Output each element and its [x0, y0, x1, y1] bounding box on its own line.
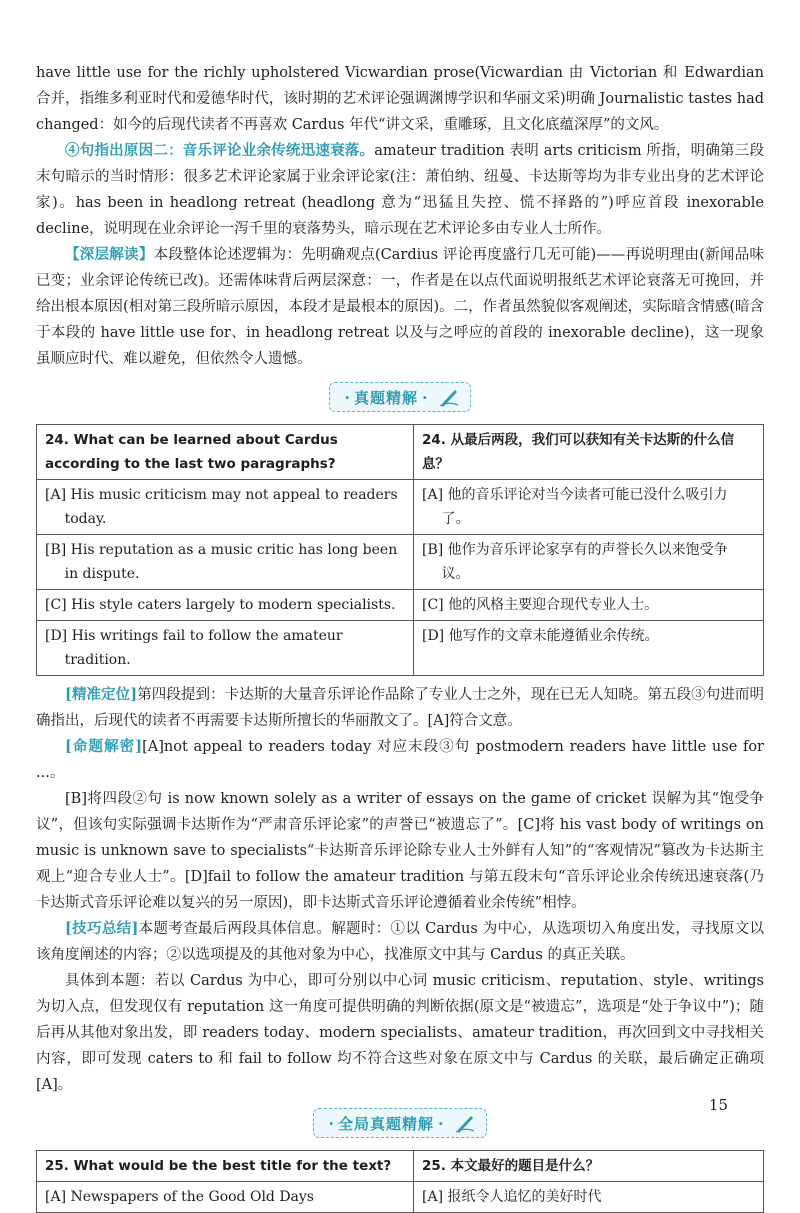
- table-row: [37, 425, 764, 480]
- question-24-cn: 24. 从最后两段，我们可以获知有关卡达斯的什么信息？: [414, 425, 764, 480]
- page-content: [36, 60, 764, 1213]
- analysis-5: 具体到本题：若以 Cardus 为中心，即可分别以中心词 music criticism、reputation、style、writings 为切入点，但发现仅有 reputation 这一角度可提供明确的判断依据(原文是“被遗忘”，选项是“处于争议中”)；随后再从其他对象出发，即 readers today、modern specialists、amateur tradition，再次回到文中寻找相关内容，即可发现 caters to 和 fail to follow 均不符合这些对象在原文中与 Cardus 的关联，最后确定正确项[A]。: [36, 973, 764, 1093]
- pen-icon: [438, 386, 460, 408]
- paragraph-1: have little use for the richly upholstered Vicwardian prose(Vicwardian 由 Victorian 和 Edwardian 合并，指维多利亚时代和爱德华时代，该时期的艺术评论强调渊博学识和华丽文采)明确 Journalistic tastes had changed：如今的后现代读者不再喜欢 Cardus 年代“讲文采，重雕琢，且文化底蕴深厚”的文风。: [36, 65, 764, 133]
- analysis-2: [36, 734, 764, 786]
- option-d-en: [D] His writings fail to follow the amateur tradition.: [45, 628, 343, 668]
- section-banner-2: · 全局真题精解 ·: [36, 1108, 764, 1138]
- page-number: 15: [708, 1096, 728, 1114]
- analysis-3: [B]将四段②句 is now known solely as a writer of essays on the game of cricket 误解为其“饱受争议”，但该句实际强调卡达斯作为“严肃音乐评论家”的声誉已“被遗忘了”。[C]将 his vast body of writings on music is unknown save to specialists“卡达斯音乐评论除专业人士外鲜有人知”的“客观情况”篡改为卡达斯主观上“迎合专业人士”。[D]fail to follow the amateur tradition 与第五段末句“音乐评论业余传统迅速衰落(乃卡达斯式音乐评论难以复兴的另一原因)，即卡达斯式音乐评论遵循着业余传统”相悖。: [36, 791, 764, 911]
- pen-icon: [454, 1112, 476, 1134]
- precise-location-tag: [精准定位]: [65, 686, 138, 703]
- paragraph-2: [36, 138, 764, 242]
- option-b-en: [B] His reputation as a music critic has long been in dispute.: [45, 542, 398, 582]
- option-a-cn: [A] 他的音乐评论对当今读者可能已没什么吸引力了。: [422, 487, 728, 527]
- option-a-en: [A] Newspapers of the Good Old Days: [45, 1189, 314, 1205]
- paragraph-2-body: amateur tradition 表明 arts criticism 所指，明确第三段末句暗示的当时情形：很多艺术评论家属于业余评论家(注：萧伯纳、纽曼、卡达斯等均为非专业出身的艺术评论家)。has been in headlong retreat (headlong 意为“迅猛且失控、慌不择路的”)呼应首段 inexorable decline，说明现在业余评论一泻千里的衰落势头，暗示现在艺术评论多由专业人士所作。: [36, 143, 764, 237]
- table-row: [37, 621, 764, 676]
- analysis-1: [36, 682, 764, 734]
- option-a-cn: [A] 报纸令人追忆的美好时代: [422, 1189, 602, 1205]
- option-b-cn: [B] 他作为音乐评论家享有的声誉长久以来饱受争议。: [422, 542, 728, 582]
- analysis-1-body: 第四段提到：卡达斯的大量音乐评论作品除了专业人士之外，现在已无人知晓。第五段③句进而明确指出，后现代的读者不再需要卡达斯所擅长的华丽散文了。[A]符合文意。: [36, 687, 764, 729]
- question-25-table: [36, 1150, 764, 1213]
- option-c-en: [C] His style caters largely to modern specialists.: [45, 597, 396, 613]
- option-a-en: [A] His music criticism may not appeal to readers today.: [45, 487, 398, 527]
- banner-title: 全局真题精解: [337, 1114, 434, 1133]
- table-row: [37, 590, 764, 621]
- question-decoding-tag: [命题解密]: [65, 738, 143, 755]
- analysis-4-body: 本题考查最后两段具体信息。解题时：①以 Cardus 为中心，从选项切入角度出发，寻找原文以该角度阐述的内容；②以选项提及的其他对象为中心，找准原文中其与 Cardus 的真正关联。: [36, 921, 764, 963]
- question-25-en: 25. What would be the best title for the text?: [37, 1151, 414, 1182]
- table-row: [37, 1182, 764, 1213]
- skill-summary-tag: [技巧总结]: [65, 920, 139, 937]
- paragraph-2-heading: ④句指出原因二：音乐评论业余传统迅速衰落。: [65, 142, 375, 159]
- paragraph-3: [36, 242, 764, 372]
- question-24-en: 24. What can be learned about Cardus according to the last two paragraphs?: [37, 425, 414, 480]
- deep-reading-tag: 【深层解读】: [65, 246, 154, 263]
- table-row: [37, 1151, 764, 1182]
- deep-reading-body: 本段整体论述逻辑为：先明确观点(Cardius 评论再度盛行几无可能)——再说明理由(新闻品味已变；业余评论传统已改)。还需体味背后两层深意：一，作者是在以点代面说明报纸艺术评论衰落无可挽回，并给出根本原因(相对第三段所暗示原因，本段才是最根本的原因)。二，作者虽然貌似客观阐述，实际暗含情感(暗含于本段的 have little use for、in headlong retreat 以及与之呼应的首段的 inexorable decline)，这一现象虽顺应时代、难以避免，但依然令人遗憾。: [36, 247, 764, 367]
- table-row: [37, 480, 764, 535]
- table-row: [37, 535, 764, 590]
- option-d-cn: [D] 他写作的文章未能遵循业余传统。: [422, 628, 659, 644]
- section-banner-1: · 真题精解 ·: [36, 382, 764, 412]
- banner-title: 真题精解: [353, 388, 418, 407]
- analysis-4: [36, 916, 764, 968]
- question-24-table: [36, 424, 764, 676]
- question-25-cn: 25. 本文最好的题目是什么？: [414, 1151, 764, 1182]
- analysis-2-body: [A]not appeal to readers today 对应末段③句 postmodern readers have little use for ...。: [36, 739, 764, 781]
- option-c-cn: [C] 他的风格主要迎合现代专业人士。: [422, 597, 659, 613]
